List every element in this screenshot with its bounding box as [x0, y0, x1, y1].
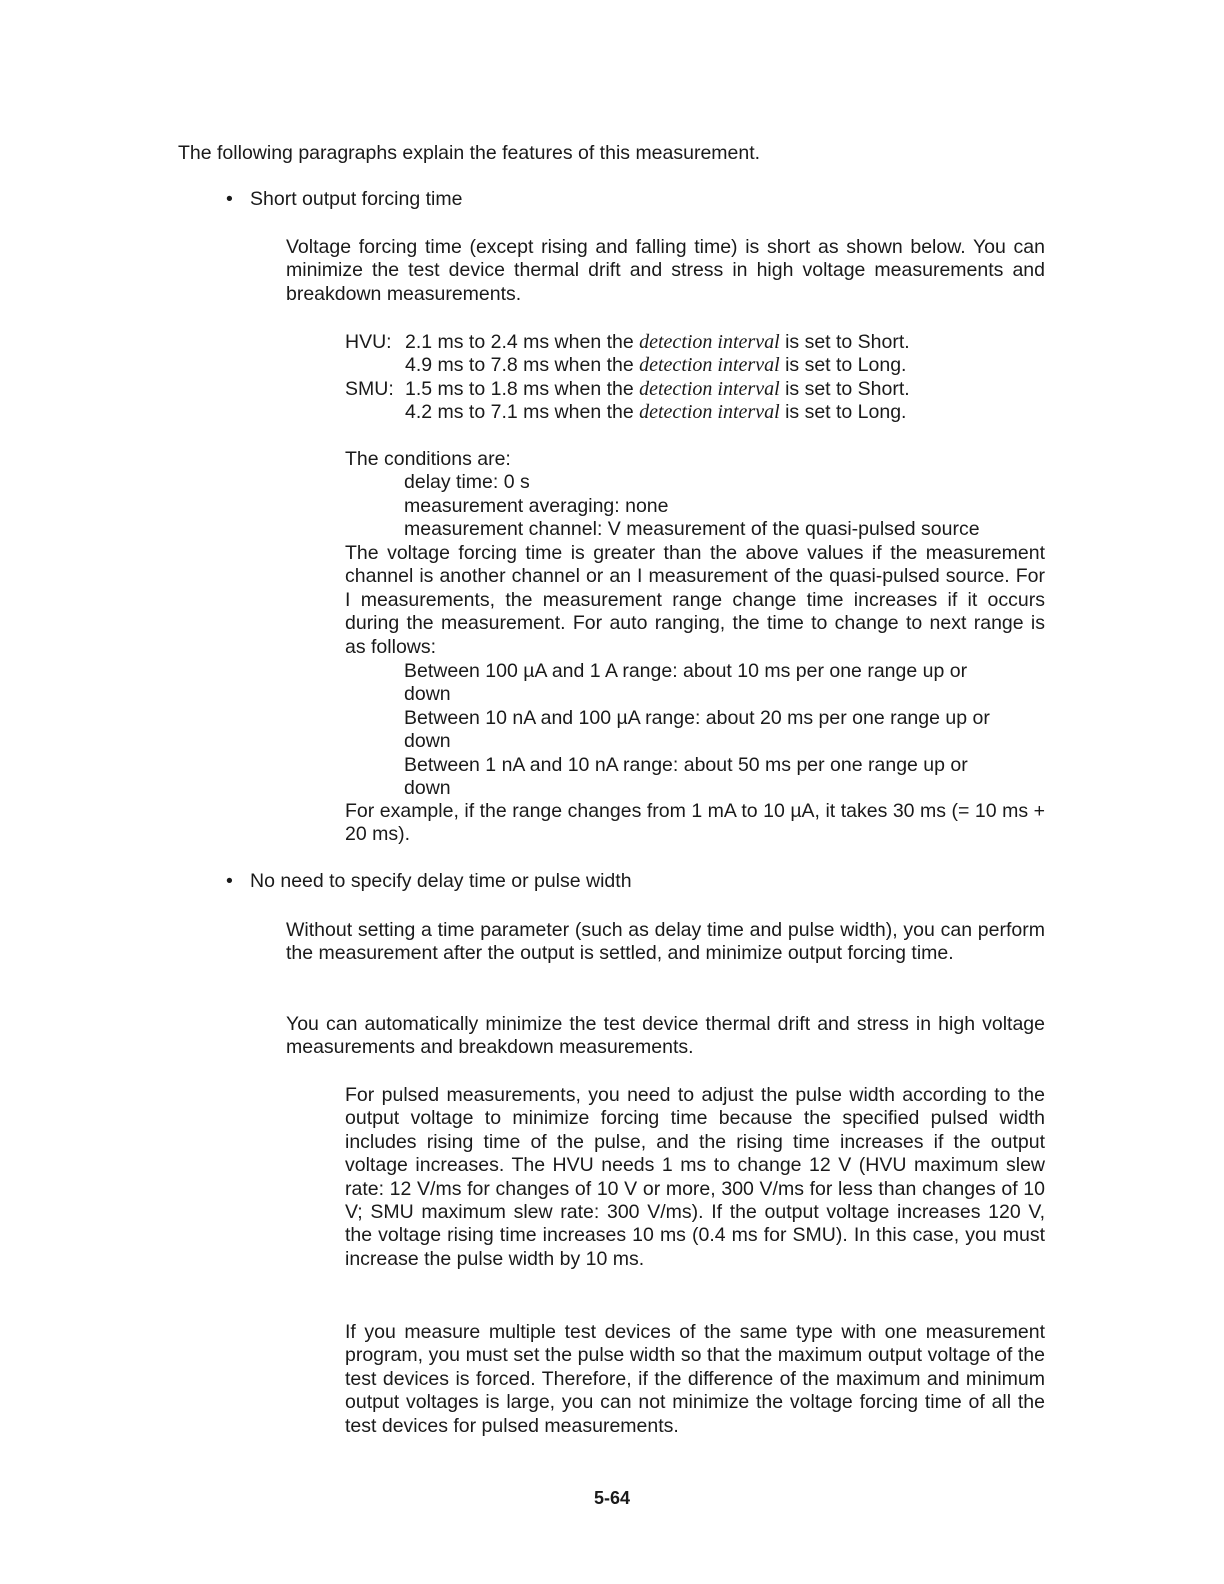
- detection-interval-term: detection interval: [639, 331, 780, 353]
- no-delay-paragraph: Without setting a time parameter (such as delay time and pulse width), you can perform the measurement after the output is settled, and minimize output forcing time.: [286, 919, 1045, 965]
- bullet-dot-icon: •: [226, 870, 233, 892]
- detection-interval-term: detection interval: [639, 401, 780, 424]
- condition-item: measurement channel: V measurement of the quasi-pulsed source: [404, 518, 980, 541]
- forcing-time-paragraph: Voltage forcing time (except rising and falling time) is short as shown below. You can minimize the test device thermal drift and stress in high voltage measurements and breakdown measurements.: [286, 236, 1045, 305]
- bullet-short-output-forcing-time: [226, 188, 926, 212]
- timing-row: SMU: 1.5 ms to 1.8 ms when the detection interval is set to Short.: [345, 377, 910, 400]
- multiple-devices-paragraph: If you measure multiple test devices of the same type with one measurement program, you must set the pulse width so that the maximum output voltage of the test devices is forced. Therefore, if the difference of the maximum and minimum output voltages is large, you can not minimize the voltage forcing time of all the test devices for pulsed measurements.: [345, 1321, 1045, 1437]
- bullet-title: No need to specify delay time or pulse width: [250, 870, 632, 892]
- timing-unit: SMU:: [345, 377, 394, 400]
- range-item-line: down: [404, 683, 451, 706]
- range-item-line: down: [404, 730, 451, 753]
- timing-list: [345, 331, 1045, 425]
- timing-row: HVU: 2.1 ms to 2.4 ms when the detection interval is set to Short.: [345, 331, 910, 353]
- timing-unit: HVU:: [345, 331, 392, 353]
- range-item-line: down: [404, 777, 451, 800]
- range-change-list: [404, 660, 1045, 800]
- conditions-block: [345, 448, 1045, 542]
- range-item-line: Between 10 nA and 100 µA range: about 20 ms per one range up or: [404, 706, 990, 729]
- bullet-title: Short output forcing time: [250, 188, 463, 210]
- detection-interval-term: detection interval: [639, 354, 780, 377]
- condition-item: delay time: 0 s: [404, 471, 530, 494]
- range-example: For example, if the range changes from 1 mA to 10 µA, it takes 30 ms (= 10 ms + 20 ms).: [345, 800, 1045, 846]
- intro-text: The following paragraphs explain the features of this measurement.: [178, 142, 761, 164]
- conditions-label: The conditions are:: [345, 448, 511, 470]
- timing-row: 4.2 ms to 7.1 ms when the detection interval is set to Long.: [405, 401, 907, 424]
- automatic-minimize-paragraph: You can automatically minimize the test device thermal drift and stress in high voltage measurements and breakdown measurements.: [286, 1013, 1045, 1059]
- forcing-time-note: The voltage forcing time is greater than the above values if the measurement channel is another channel or an I measurement of the quasi-pulsed source. For I measurements, the measurement range change time increases if it occurs during the measurement. For auto ranging, the time to change to next range is as follows:: [345, 542, 1045, 658]
- page-number: 5-64: [593, 1488, 631, 1508]
- timing-row: 4.9 ms to 7.8 ms when the detection interval is set to Long.: [405, 354, 907, 377]
- detection-interval-term: detection interval: [639, 377, 780, 400]
- range-item-line: Between 100 µA and 1 A range: about 10 ms per one range up or: [404, 660, 968, 682]
- range-item-line: Between 1 nA and 10 nA range: about 50 ms per one range up or: [404, 753, 968, 776]
- bullet-no-delay-time: [226, 870, 926, 894]
- condition-item: measurement averaging: none: [404, 494, 669, 517]
- bullet-dot-icon: •: [226, 188, 233, 210]
- pulsed-measurement-paragraph: For pulsed measurements, you need to adjust the pulse width according to the output voltage to minimize forcing time because the specified pulsed width includes rising time of the pulse, and the rising time increases if the output voltage increases. The HVU needs 1 ms to change 12 V (HVU maximum slew rate: 12 V/ms for changes of 10 V or more, 300 V/ms for less than changes of 10 V; SMU maximum slew rate: 300 V/ms). If the output voltage increases 120 V, the voltage rising time increases 10 ms (0.4 ms for SMU). In this case, you must increase the pulse width by 10 ms.: [345, 1084, 1045, 1270]
